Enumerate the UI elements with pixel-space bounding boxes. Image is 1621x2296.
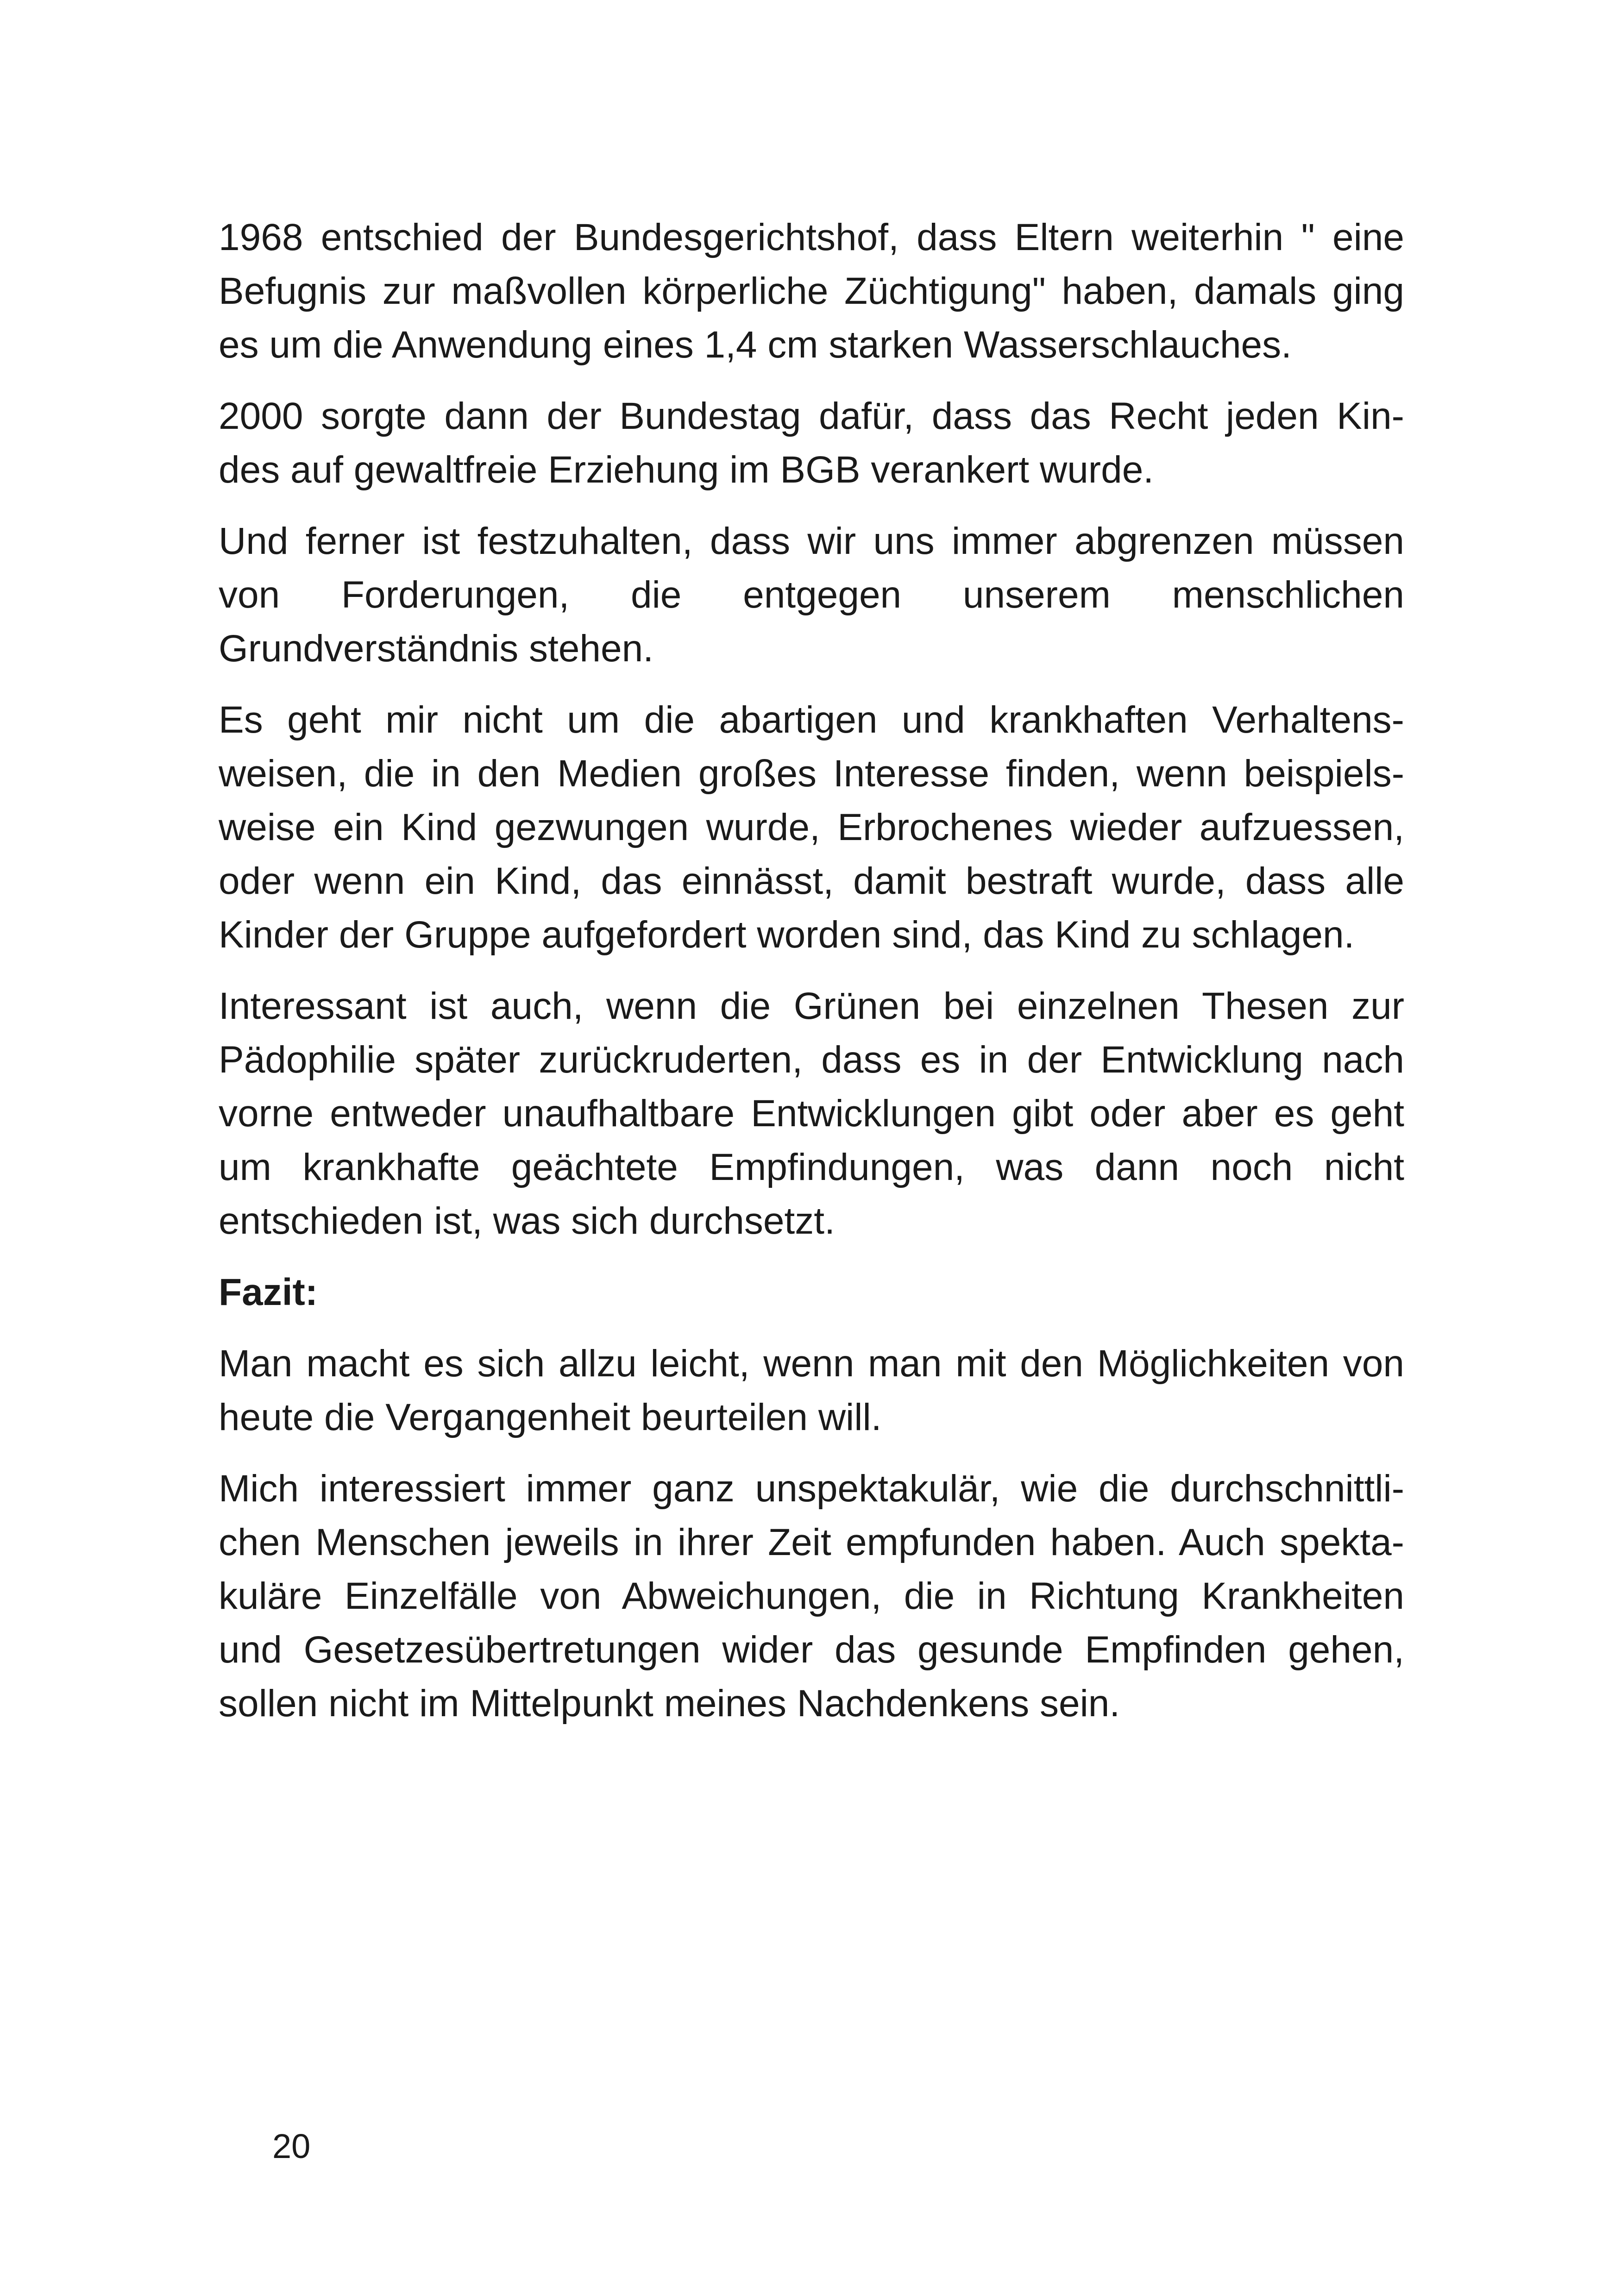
body-text — [219, 211, 1404, 1748]
text-line: sollen nicht im Mittelpunkt meines Nachdenkens sein. — [219, 1682, 1120, 1725]
text-line: um krankhafte geächtete Empfindungen, was dann noch nicht — [219, 1146, 1404, 1188]
text-line: weise ein Kind gezwungen wurde, Erbrochenes wieder aufzuessen, — [219, 806, 1404, 848]
text-line: heute die Vergangenheit beurteilen will. — [219, 1396, 882, 1438]
text-line: Man macht es sich allzu leicht, wenn man mit den Möglichkeiten von — [219, 1342, 1404, 1385]
text-line: kuläre Einzelfälle von Abweichungen, die in Richtung Krankheiten — [219, 1575, 1404, 1617]
text-line: Kinder der Gruppe aufgefordert worden sind, das Kind zu schlagen. — [219, 914, 1355, 956]
text-line: vorne entweder unaufhaltbare Entwicklungen gibt oder aber es geht — [219, 1092, 1404, 1135]
paragraph-5 — [219, 979, 1404, 1248]
text-line: chen Menschen jeweils in ihrer Zeit empfunden haben. Auch spekta- — [219, 1521, 1404, 1563]
text-line: des auf gewaltfreie Erziehung im BGB verankert wurde. — [219, 449, 1154, 491]
paragraph-3 — [219, 514, 1404, 676]
text-line: entschieden ist, was sich durchsetzt. — [219, 1200, 835, 1242]
text-line: und Gesetzesübertretungen wider das gesunde Empfinden gehen, — [219, 1629, 1404, 1671]
paragraph-2 — [219, 389, 1404, 497]
conclusion-paragraph-2 — [219, 1462, 1404, 1731]
text-line: Pädophilie später zurückruderten, dass es in der Entwicklung nach — [219, 1039, 1404, 1081]
text-line: 1968 entschied der Bundesgerichtshof, dass Eltern weiterhin " eine — [219, 216, 1404, 258]
text-line: weisen, die in den Medien großes Interesse finden, wenn beispiels- — [219, 753, 1404, 795]
conclusion-paragraph-1 — [219, 1337, 1404, 1444]
text-line: 2000 sorgte dann der Bundestag dafür, dass das Recht jeden Kin- — [219, 395, 1404, 437]
text-line: oder wenn ein Kind, das einnässt, damit bestraft wurde, dass alle — [219, 860, 1404, 902]
text-line: Grundverständnis stehen. — [219, 627, 653, 670]
paragraph-4 — [219, 693, 1404, 962]
text-line: Es geht mir nicht um die abartigen und krankhaften Verhaltens- — [219, 699, 1404, 741]
section-heading: Fazit: — [219, 1271, 318, 1313]
text-line: Interessant ist auch, wenn die Grünen bei einzelnen Thesen zur — [219, 985, 1404, 1027]
text-line: Und ferner ist festzuhalten, dass wir uns immer abgrenzen müssen — [219, 520, 1404, 562]
text-line: es um die Anwendung eines 1,4 cm starken Wasserschlauches. — [219, 324, 1292, 366]
text-line: Befugnis zur maßvollen körperliche Züchtigung" haben, damals ging — [219, 270, 1404, 312]
text-line: Mich interessiert immer ganz unspektakulär, wie die durchschnittli- — [219, 1468, 1404, 1510]
page-number: 20 — [272, 2127, 311, 2165]
text-line: von Forderungen, die entgegen unserem menschlichen — [219, 574, 1404, 616]
paragraph-1 — [219, 211, 1404, 372]
